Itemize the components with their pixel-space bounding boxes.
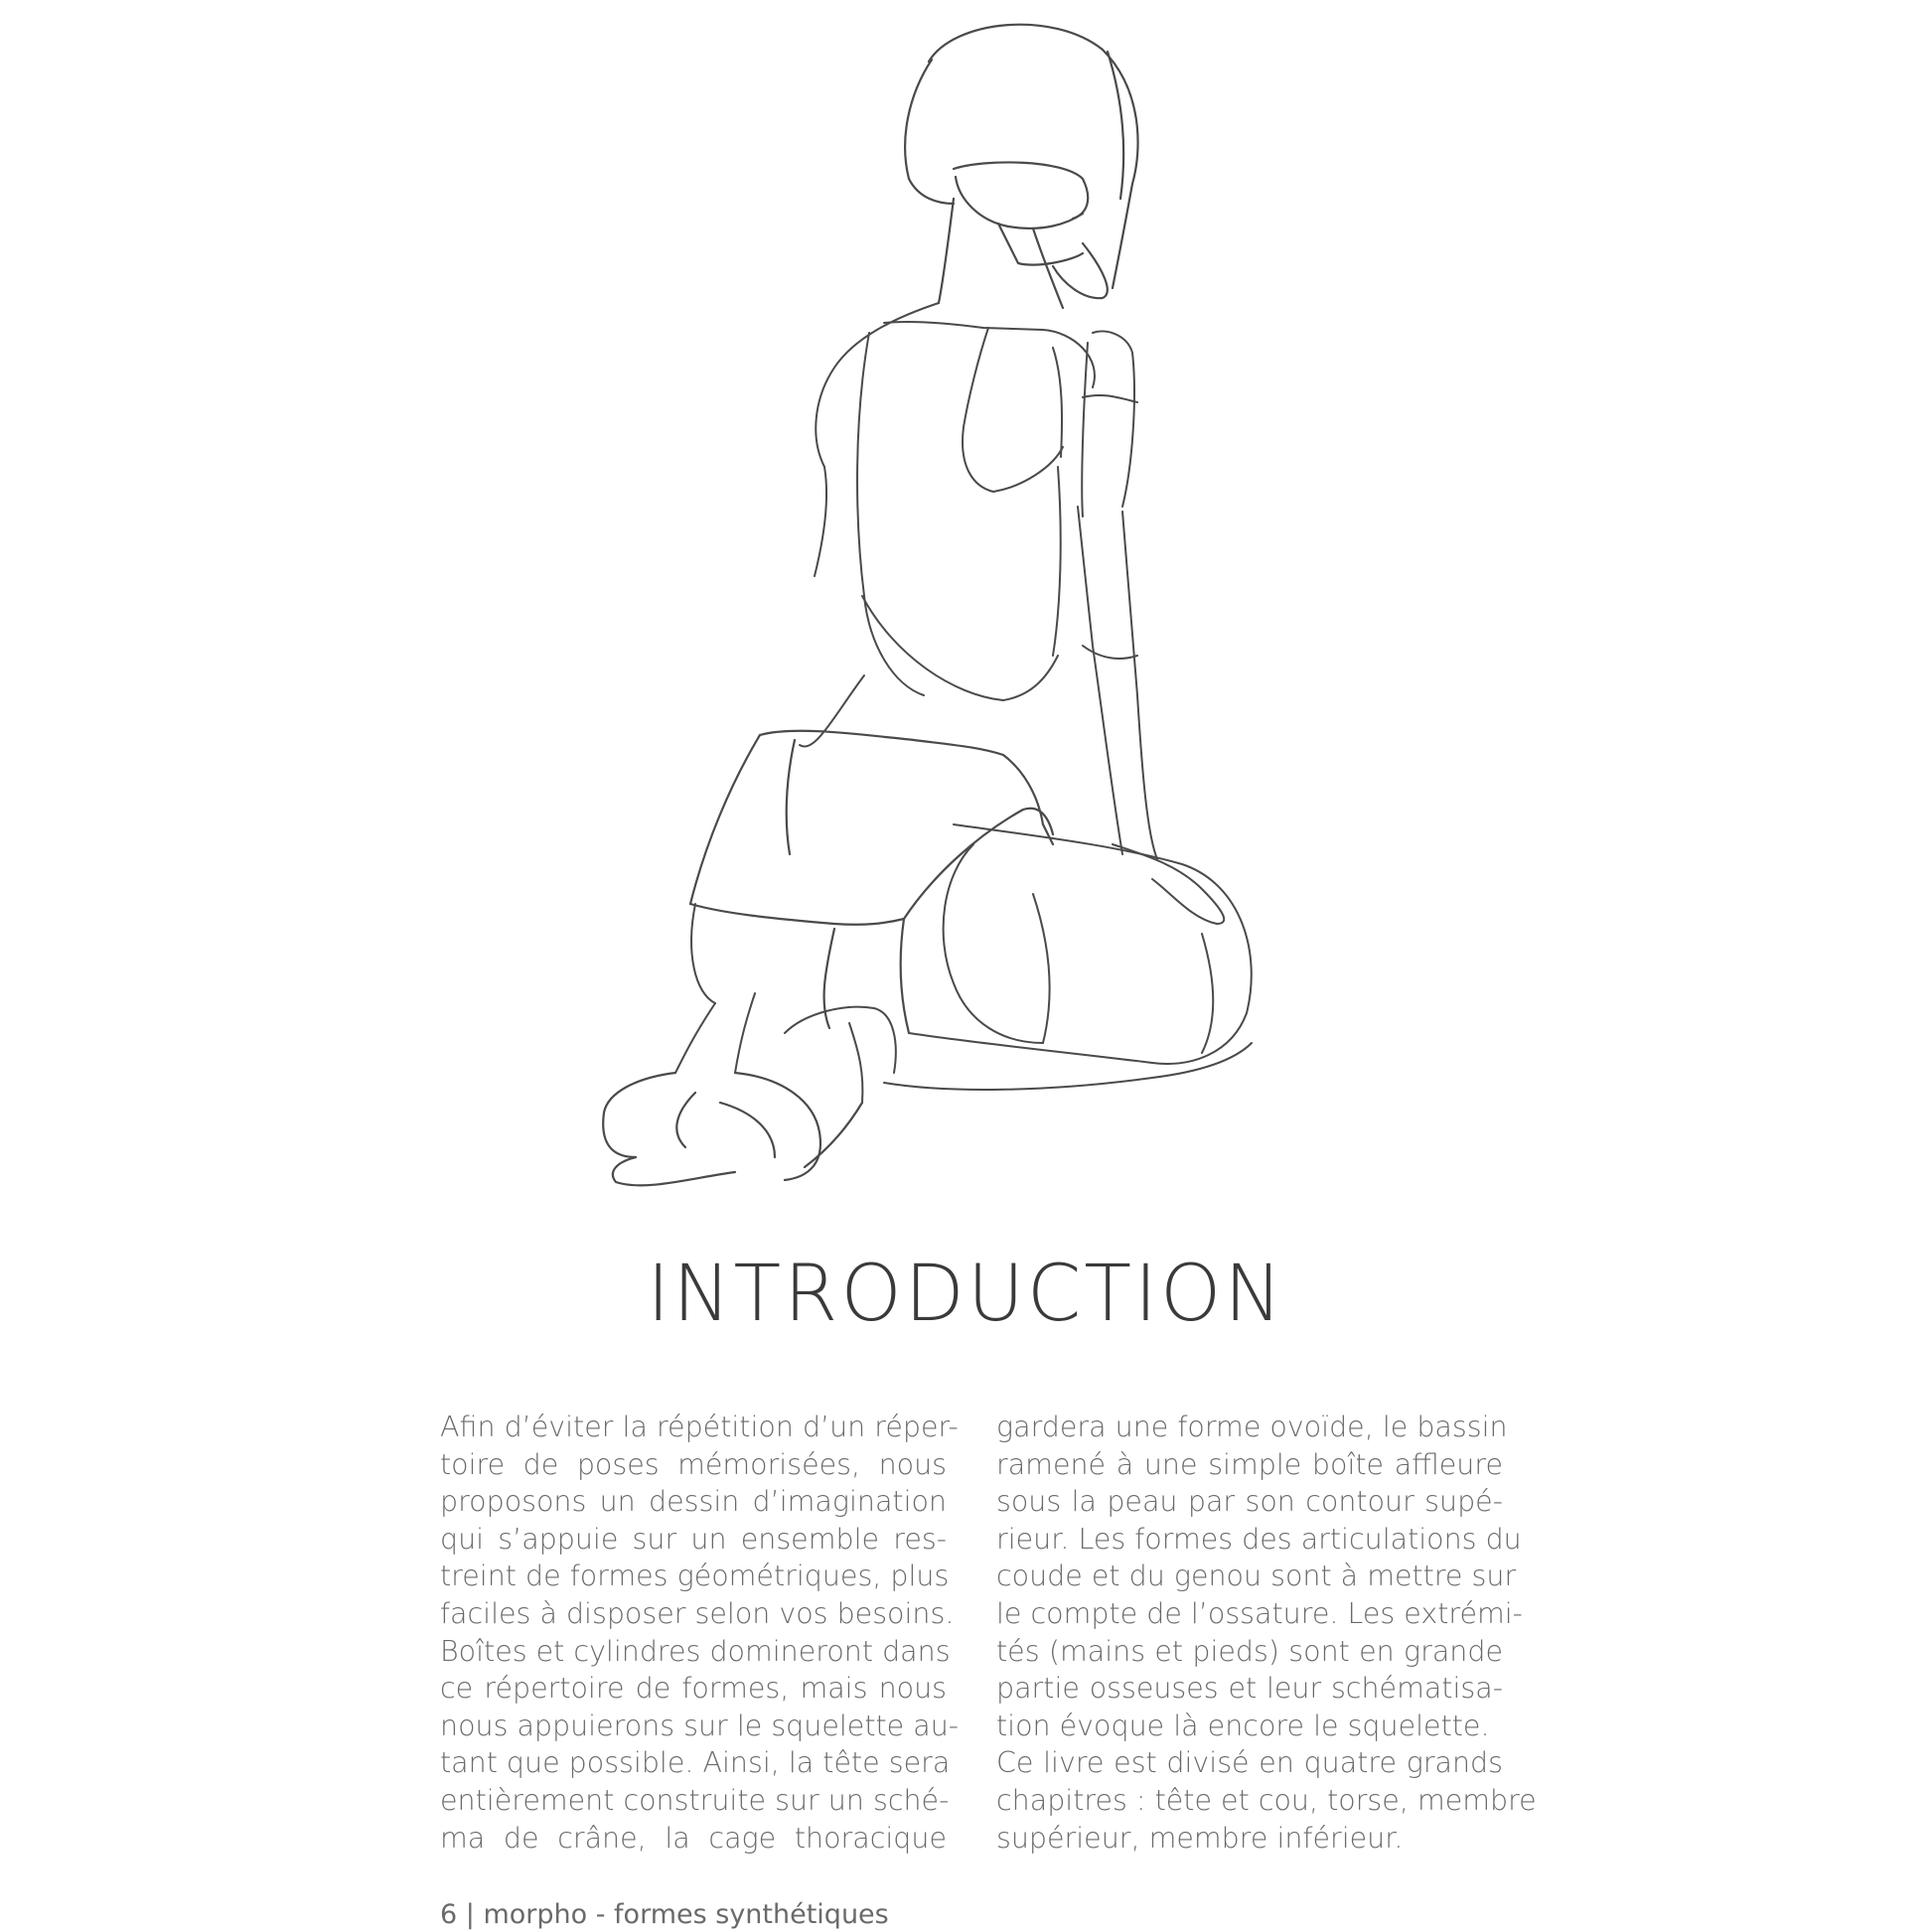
text-line: Boîtes et cylindres domineront dans [440,1634,951,1668]
text-line: faciles à disposer selon vos besoins. [440,1596,955,1630]
text-line: toire de poses mémorisées, nous [440,1447,947,1481]
page-footer: 6 | morpho - formes synthétiques [440,1899,889,1930]
kneeling-figure-sketch [556,0,1271,1192]
text-line: ma de crâne, la cage thoracique [440,1821,947,1855]
text-line: sous la peau par son contour supé- [996,1485,1503,1519]
text-line: tant que possible. Ainsi, la tête sera [440,1746,951,1780]
text-line: gardera une forme ovoïde, le bassin [996,1411,1508,1443]
text-line: chapitres : tête et cou, torse, membre [996,1783,1537,1817]
page-title: INTRODUCTION [647,1250,1285,1339]
body-column-right [996,1409,1537,1857]
text-line: rieur. Les formes des articulations du [996,1522,1522,1556]
text-line: entièrement construite sur un sché- [440,1783,950,1817]
text-line: coude et du genou sont à mettre sur [996,1560,1517,1593]
text-line: le compte de l’ossature. Les extrémi- [996,1596,1523,1630]
text-line: ce répertoire de formes, mais nous [440,1672,947,1706]
text-line: tés (mains et pieds) sont en grande [996,1634,1503,1668]
text-line: ramené à une simple boîte affleure [996,1447,1503,1481]
text-line: supérieur, membre inférieur. [996,1821,1404,1855]
body-column-left [440,1409,960,1857]
text-line: proposons un dessin d’imagination [440,1485,947,1519]
text-line: Afin d’éviter la répétition d’un réper- [440,1411,959,1443]
text-line: treint de formes géométriques, plus [440,1560,950,1593]
text-line: nous appuierons sur le squelette au- [440,1709,960,1742]
text-line: Ce livre est divisé en quatre grands [996,1746,1503,1780]
text-line: qui s’appuie sur un ensemble res- [440,1522,947,1556]
text-line: tion évoque là encore le squelette. [996,1709,1490,1742]
text-line: partie osseuses et leur schématisa- [996,1672,1503,1706]
